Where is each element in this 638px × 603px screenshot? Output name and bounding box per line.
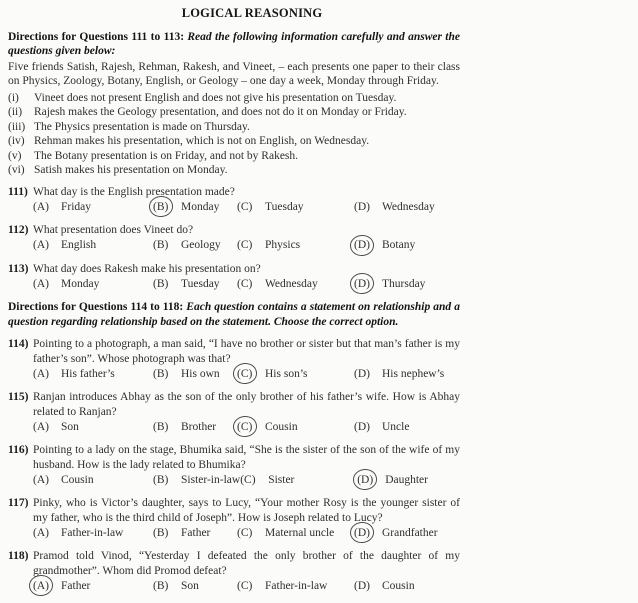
clue-item — [8, 163, 460, 178]
option-label: Son — [61, 420, 79, 433]
clue-text: The Botany presentation is on Friday, and not by Rakesh. — [34, 149, 299, 162]
clue-item — [8, 149, 460, 164]
directions-text: Each question contains a statement on relationship and a question regarding relationship based on the statement. Choose the correct option. — [8, 301, 460, 328]
directions-text: Read the following information carefully and answer the questions given below: — [8, 30, 460, 57]
clue-number: (i) — [8, 91, 19, 104]
option-b — [153, 473, 240, 488]
option-c — [237, 420, 354, 435]
option-a — [33, 238, 153, 253]
question-number: 112) — [8, 224, 29, 236]
option-c — [237, 367, 354, 382]
options-row — [33, 473, 460, 488]
option-label: Son — [181, 579, 199, 592]
directions-label: Directions for Questions 111 to 113: — [8, 30, 185, 43]
option-letter: (B) — [153, 277, 169, 290]
option-d — [354, 420, 409, 435]
question-number: 113) — [8, 262, 29, 275]
option-a — [33, 526, 153, 541]
option-b — [153, 420, 237, 435]
option-letter: (C) — [237, 367, 265, 382]
option-letter: (B) — [153, 473, 169, 486]
options-row — [33, 526, 460, 541]
option-label: His nephew’s — [382, 367, 445, 380]
option-d — [354, 367, 444, 382]
clue-number: (ii) — [8, 106, 23, 118]
option-letter: (D) — [354, 277, 382, 292]
option-label: Friday — [61, 200, 92, 213]
option-letter: (C) — [237, 526, 253, 539]
option-label: Physics — [265, 239, 301, 251]
option-letter: (B) — [153, 526, 169, 539]
option-letter: (A) — [33, 579, 61, 594]
option-label: Father-in-law — [61, 526, 124, 539]
option-label: Tuesday — [181, 277, 220, 290]
option-letter: (B) — [153, 579, 169, 592]
option-letter: (D) — [357, 473, 385, 488]
option-label: His own — [181, 367, 220, 380]
option-a — [33, 579, 153, 594]
question-text: Pinky, who is Victor’s daughter, says to Lucy, “Your mother Rosy is the younger sister of my father, who is the third child of Joseph”. How is Joseph related to Lucy? — [33, 497, 460, 524]
option-label: Monday — [181, 200, 220, 213]
option-label: Grandfather — [382, 526, 438, 539]
option-label: Father — [61, 579, 91, 592]
option-letter: (D) — [354, 579, 370, 592]
options-row — [33, 238, 460, 253]
option-c — [237, 277, 354, 292]
option-b — [153, 200, 237, 215]
question-text: Ranjan introduces Abhay as the son of the only brother of his father’s wife. How is Abhay related to Ranjan? — [33, 391, 460, 418]
clue-text: The Physics presentation is made on Thursday. — [34, 120, 250, 133]
options-row — [33, 420, 460, 435]
option-a — [33, 473, 153, 488]
option-d — [354, 579, 415, 594]
option-letter: (D) — [354, 420, 370, 433]
question-text: What day is the English presentation made? — [33, 185, 235, 198]
option-letter: (B) — [153, 367, 169, 380]
option-b — [153, 526, 237, 541]
option-letter: (D) — [354, 367, 370, 380]
question-number: 114) — [8, 338, 29, 350]
clue-text: Rajesh makes the Geology presentation, and does not do it on Monday or Friday. — [34, 106, 407, 118]
question-117 — [8, 496, 460, 540]
question-text: Pointing to a photograph, a man said, “I have no brother or sister but that man’s father is my father’s son”. Whose photograph was that? — [33, 338, 460, 365]
options-row — [33, 277, 460, 292]
directions-label: Directions for Questions 114 to 118: — [8, 301, 184, 313]
option-c — [237, 526, 354, 541]
option-b — [153, 579, 237, 594]
question-113 — [8, 262, 460, 292]
clue-text: Satish makes his presentation on Monday. — [34, 164, 228, 176]
option-b — [153, 277, 237, 292]
question-text: What presentation does Vineet do? — [33, 224, 194, 236]
option-letter: (C) — [240, 473, 256, 486]
question-number: 117) — [8, 497, 29, 509]
option-c — [237, 238, 354, 253]
question-number: 115) — [8, 391, 29, 403]
option-d — [354, 277, 425, 292]
option-label: Father — [181, 526, 211, 539]
options-row — [33, 579, 460, 594]
option-label: Monday — [61, 277, 100, 290]
option-letter: (A) — [33, 420, 49, 433]
option-label: Daughter — [385, 473, 428, 486]
clue-item — [8, 91, 460, 106]
option-label: His son’s — [265, 367, 308, 380]
option-label: Cousin — [265, 420, 298, 433]
option-label: Uncle — [382, 420, 410, 433]
option-letter: (B) — [153, 200, 181, 215]
option-label: Botany — [382, 239, 416, 251]
clue-number: (vi) — [8, 164, 25, 176]
option-letter: (D) — [354, 526, 382, 541]
option-label: Geology — [181, 239, 221, 251]
page-content — [8, 30, 460, 594]
question-115 — [8, 390, 460, 434]
clue-item — [8, 105, 460, 120]
option-label: Wednesday — [382, 200, 435, 213]
option-letter: (C) — [237, 200, 253, 213]
clue-text: Rehman makes his presentation, which is not on English, on Wednesday. — [34, 135, 370, 147]
directions-114-118 — [8, 300, 460, 329]
option-letter: (A) — [33, 200, 49, 213]
option-a — [33, 200, 153, 215]
option-d — [354, 200, 435, 215]
option-letter: (C) — [237, 579, 253, 592]
option-letter: (B) — [153, 239, 169, 251]
question-118 — [8, 549, 460, 593]
option-letter: (A) — [33, 239, 49, 251]
option-label: Cousin — [61, 473, 94, 486]
option-letter: (D) — [354, 200, 370, 213]
question-text: What day does Rakesh make his presentation on? — [33, 262, 261, 275]
option-label: Cousin — [382, 579, 415, 592]
page-title: LOGICAL REASONING — [181, 6, 323, 20]
option-label: English — [61, 239, 97, 251]
question-number: 111) — [8, 185, 28, 198]
option-label: Father-in-law — [265, 579, 328, 592]
clue-list — [8, 91, 460, 178]
option-label: His father’s — [61, 367, 115, 380]
question-111 — [8, 185, 460, 215]
option-a — [33, 277, 153, 292]
question-number: 116) — [8, 444, 29, 456]
directions-111-113 — [8, 30, 460, 59]
option-label: Maternal uncle — [265, 526, 335, 539]
option-letter: (A) — [33, 277, 49, 290]
option-letter: (D) — [354, 238, 382, 253]
option-d — [357, 473, 428, 488]
option-letter: (A) — [33, 526, 49, 539]
option-c — [240, 473, 357, 488]
option-label: Sister — [268, 473, 295, 486]
clue-item — [8, 134, 460, 149]
option-letter: (A) — [33, 473, 49, 486]
option-c — [237, 579, 354, 594]
question-112 — [8, 223, 460, 253]
option-label: Wednesday — [265, 277, 318, 290]
option-label: Tuesday — [265, 200, 304, 213]
question-number: 118) — [8, 550, 29, 562]
clue-item — [8, 120, 460, 135]
options-row — [33, 367, 460, 382]
question-114 — [8, 337, 460, 381]
question-text: Pramod told Vinod, “Yesterday I defeated the only brother of the daughter of my grandmother”. Whom did Promod defeat? — [33, 550, 460, 577]
option-a — [33, 420, 153, 435]
option-label: Thursday — [382, 277, 426, 290]
option-letter: (A) — [33, 367, 49, 380]
option-a — [33, 367, 153, 382]
option-letter: (C) — [237, 277, 253, 290]
clue-number: (v) — [8, 149, 22, 162]
clue-text: Vineet does not present English and does not give his presentation on Tuesday. — [34, 91, 397, 104]
options-row — [33, 200, 460, 215]
option-b — [153, 367, 237, 382]
question-text: Pointing to a lady on the stage, Bhumika said, “She is the sister of the son of the wife of my husband. How is the lady related to Bhumika? — [33, 444, 460, 471]
question-116 — [8, 443, 460, 487]
intro-paragraph: Five friends Satish, Rajesh, Rehman, Rakesh, and Vineet, – each presents one paper to their class on Physics, Zoology, Botany, English, or Geology – one day a week, Monday through Friday. — [8, 60, 460, 87]
option-letter: (C) — [237, 420, 265, 435]
option-d — [354, 526, 438, 541]
option-letter: (B) — [153, 420, 169, 433]
option-d — [354, 238, 415, 253]
option-c — [237, 200, 354, 215]
option-letter: (C) — [237, 239, 253, 251]
option-label: Brother — [181, 420, 217, 433]
clue-number: (iv) — [8, 135, 25, 147]
clue-number: (iii) — [8, 120, 26, 133]
option-label: Sister-in-law — [181, 473, 241, 486]
option-b — [153, 238, 237, 253]
